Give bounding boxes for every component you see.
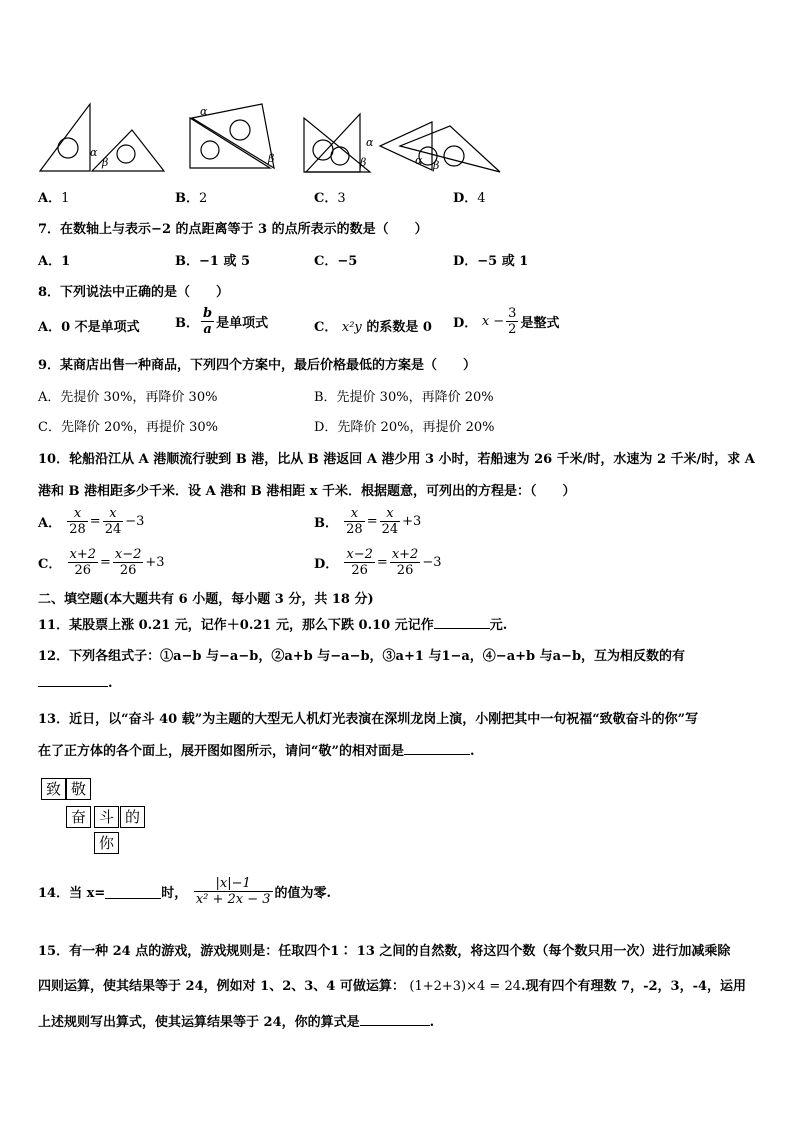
q7-option-b: B．−1 或 5: [175, 254, 251, 269]
q6-option-d: D．4: [453, 191, 486, 206]
fig3-alpha: α: [366, 136, 374, 149]
q8-option-c: C． x²y 的系数是 0: [314, 320, 432, 335]
net-cell-ni: 你: [94, 832, 119, 854]
q10-option-b: B． $\frac{x}{28}$ = $\frac{x}{24}$ +3: [314, 506, 422, 537]
q7-stem: 7．在数轴上与表示−2 的点距离等于 3 的点所表示的数是（ ）: [38, 222, 428, 237]
q15-answer-blank[interactable]: [360, 1025, 430, 1026]
q8-option-d: D． x − $\frac{3}{2}$ 是整式: [453, 306, 560, 337]
q7-option-a: A．1: [38, 254, 71, 269]
fig1-beta: β: [102, 156, 109, 169]
q6-option-b: B．2: [175, 191, 208, 206]
q6-option-c: C．3: [314, 191, 346, 206]
section-heading: 二、填空题(本大题共有 6 小题，每小题 3 分，共 18 分): [38, 592, 374, 607]
fig1-alpha: α: [90, 146, 98, 159]
fig2-beta: β: [268, 152, 275, 165]
q15-stem-line3: 上述规则写出算式，使其运算结果等于 24，你的算式是 .: [38, 1015, 435, 1030]
q7-option-c: C．−5: [314, 254, 358, 269]
q15-stem-line1: 15．有一种 24 点的游戏，游戏规则是：任取四个1∶ 13 之间的自然数，将这四个数（每个数只用一次）进行加减乘除: [38, 944, 731, 959]
q12-answer-line: .: [38, 676, 113, 691]
q13-answer-blank[interactable]: [404, 754, 470, 755]
net-cell-dou: 斗: [94, 806, 119, 828]
q10-option-a: A． $\frac{x}{28}$ = $\frac{x}{24}$ −3: [38, 506, 145, 537]
fig3-beta: β: [360, 156, 367, 169]
q8-option-a: A．0 不是单项式: [38, 320, 140, 335]
q15-example-expression: (1+2+3)×4 = 24: [409, 979, 521, 994]
q14: 14．当 x= 时， $\frac{|x|-1}{\text{x² + 2x − 3}}$ 的值为零.: [38, 876, 332, 907]
net-cell-de: 的: [120, 806, 145, 828]
figure-4: [380, 122, 500, 172]
q14-answer-blank[interactable]: [105, 884, 161, 899]
net-cell-zhi: 致: [41, 778, 66, 800]
net-cell-fen: 奋: [66, 806, 91, 828]
q7-option-d: D．−5 或 1: [453, 254, 529, 269]
q6-figure: [30, 96, 520, 178]
q15-stem-line2: 四则运算，使其结果等于 24，例如对 1、2、3、4 可做运算： (1+2+3)×4 = 24.现有四个有理数 7，-2，3，-4，运用: [38, 979, 747, 994]
q10-option-d: D． $\frac{x-2}{26}$ = $\frac{x+2}{26}$ −3: [314, 547, 442, 578]
q9-stem: 9．某商店出售一种商品，下列四个方案中，最后价格最低的方案是（ ）: [38, 358, 477, 373]
q11: 11．某股票上涨 0.21 元，记作＋0.21 元，那么下跌 0.10 元记作 元.: [38, 618, 508, 633]
q6-option-a: A．1: [38, 191, 70, 206]
q8-stem: 8．下列说法中正确的是（ ）: [38, 285, 230, 300]
q12-stem: 12．下列各组式子：①a−b 与−a−b，②a+b 与−a−b，③a+1 与1−a，④−a+b 与a−b，互为相反数的有: [38, 649, 686, 664]
q9-option-c: C．先降价 20%，再提价 30%: [38, 420, 219, 435]
q12-answer-blank[interactable]: [38, 686, 108, 687]
q8-option-b: B． $\frac{b}{a}$ 是单项式: [175, 306, 269, 337]
q13-stem-line2: 在了正方体的各个面上，展开图如图所示，请问“敬”的相对面是 .: [38, 744, 475, 759]
q10-stem-line2: 港和 B 港相距多少千米．设 A 港和 B 港相距 x 千米．根据题意，可列出的方程是：（ ）: [38, 484, 576, 499]
q13-stem-line1: 13．近日，以“奋斗 40 载”为主题的大型无人机灯光表演在深圳龙岗上演，小刚把其中一句祝福“致敬奋斗的你”写: [38, 712, 699, 727]
fig4-beta: β: [433, 159, 440, 172]
fig2-alpha: α: [200, 105, 208, 118]
q10-stem-line1: 10．轮船沿江从 A 港顺流行驶到 B 港，比从 B 港返回 A 港少用 3 小时，若船速为 26 千米/时，水速为 2 千米/时，求 A: [38, 452, 755, 467]
net-cell-jing: 敬: [66, 778, 91, 800]
q10-option-c: C． $\frac{x+2}{26}$ = $\frac{x-2}{26}$ +3: [38, 547, 165, 578]
q9-option-d: D．先降价 20%，再提价 20%: [314, 420, 495, 435]
q9-option-a: A．先提价 30%，再降价 30%: [38, 390, 218, 405]
fig4-alpha: α: [415, 154, 423, 167]
q9-option-b: B．先提价 30%，再降价 20%: [314, 390, 494, 405]
q11-answer-blank[interactable]: [434, 628, 490, 629]
